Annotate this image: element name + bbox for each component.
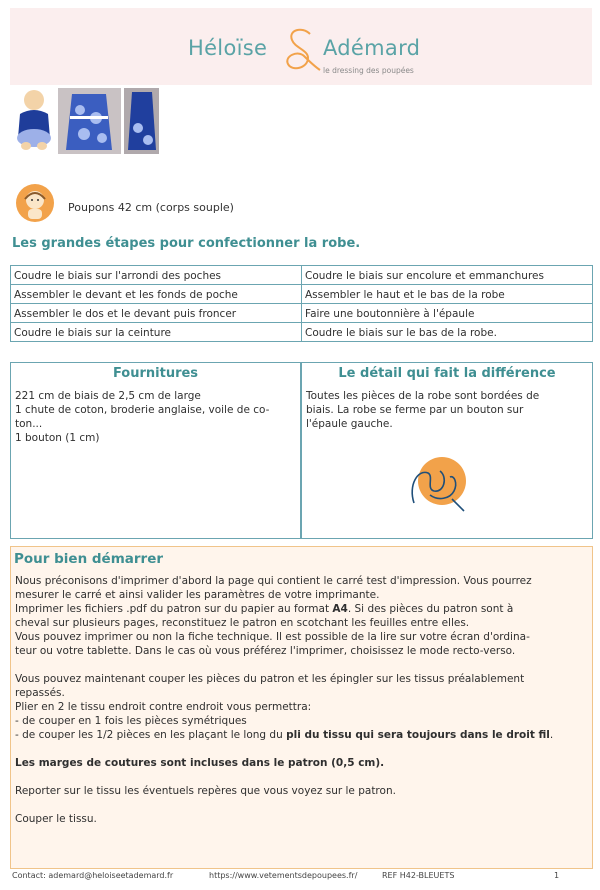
step-cell: Assembler le haut et le bas de la robe — [302, 285, 593, 304]
thumbnail-doll-front — [12, 88, 54, 154]
paragraph-line: Reporter sur le tissu les éventuels repères que vous voyez sur le patron. — [15, 785, 396, 797]
fournitures-title: Fournitures — [112, 366, 199, 381]
paragraph-text: . Si des pièces du patron sont à — [347, 603, 514, 615]
footer-reference: REF H42-BLEUETS — [382, 871, 455, 880]
step-cell: Faire une boutonnière à l'épaule — [302, 304, 593, 323]
table-row — [11, 323, 593, 342]
paragraph-text: - de couper les 1/2 pièces en les plaçant le long du — [15, 729, 287, 741]
seam-allowance-note: Les marges de coutures sont incluses dans le patron (0,5 cm). — [15, 757, 385, 769]
brand-name-left: Héloïse — [188, 36, 268, 60]
step-cell: Coudre le biais sur encolure et emmanchures — [302, 266, 593, 285]
page-number: 1 — [554, 871, 560, 880]
thumbnail-dress-flat — [58, 88, 121, 154]
getting-started-title: Pour bien démarrer — [14, 551, 164, 567]
detail-line: Toutes les pièces de la robe sont bordées de — [306, 390, 540, 402]
fournitures-box — [10, 362, 301, 539]
paragraph-line: teur ou votre tablette. Dans le cas où vous préférez l'imprimer, choisissez le mode recto-verso. — [15, 645, 516, 657]
paragraph-text: . — [549, 729, 554, 741]
footer-contact[interactable]: Contact: ademard@heloiseetademard.fr — [12, 871, 174, 880]
step-cell: Coudre le biais sur l'arrondi des poches — [11, 266, 302, 285]
step-cell: Assembler le dos et le devant puis froncer — [11, 304, 302, 323]
detail-box — [301, 362, 593, 539]
table-row — [11, 304, 593, 323]
baby-doll-icon — [15, 183, 55, 223]
section-title-steps: Les grandes étapes pour confectionner la robe. — [12, 236, 361, 251]
table-row — [11, 266, 593, 285]
paragraph-line: Couper le tissu. — [15, 813, 97, 825]
paragraph-line: Nous préconisons d'imprimer d'abord la page qui contient le carré test d'impression. Vous pourrez — [15, 575, 532, 587]
getting-started-box — [10, 546, 593, 869]
detail-line: l'épaule gauche. — [306, 418, 393, 430]
doll-size-label: Poupons 42 cm (corps souple) — [68, 201, 234, 214]
paragraph-line: Plier en 2 le tissu endroit contre endroit vous permettra: — [15, 701, 312, 713]
step-cell: Assembler le devant et les fonds de poche — [11, 285, 302, 304]
paragraph-line: Vous pouvez imprimer ou non la fiche technique. Il est possible de la lire sur votre écran d'ordina- — [15, 631, 530, 643]
thumbnail-dress-back — [124, 88, 159, 154]
detail-title: Le détail qui fait la différence — [338, 366, 556, 381]
steps-table — [10, 265, 593, 342]
fourniture-line: 1 bouton (1 cm) — [15, 432, 100, 444]
paragraph-line: cheval sur plusieurs pages, reconstituez le patron en scotchant les feuilles entre elles. — [15, 617, 470, 629]
detail-line: biais. La robe se ferme par un bouton sur — [306, 404, 524, 416]
brand-logo — [182, 26, 442, 78]
brand-tagline: le dressing des poupées — [323, 66, 414, 75]
paragraph-line: - de couper en 1 fois les pièces symétriques — [15, 715, 247, 727]
fourniture-line: ton... — [15, 418, 43, 430]
hand-sewing-icon — [404, 455, 470, 515]
brand-name-right: Adémard — [323, 36, 421, 60]
step-cell: Coudre le biais sur le bas de la robe. — [302, 323, 593, 342]
paragraph-emphasis: pli du tissu qui sera toujours dans le droit fil — [286, 729, 550, 741]
step-cell: Coudre le biais sur la ceinture — [11, 323, 302, 342]
header-banner — [10, 8, 592, 85]
paragraph-line — [15, 602, 513, 616]
paragraph-line: mesurer le carré et ainsi valider les paramètres de votre imprimante. — [15, 589, 380, 601]
paragraph-text: Imprimer les fichiers .pdf du patron sur du papier au format — [15, 603, 333, 615]
paragraph-line: Vous pouvez maintenant couper les pièces du patron et les épingler sur les tissus préalablement — [15, 673, 525, 685]
table-row — [11, 285, 593, 304]
fourniture-line: 221 cm de biais de 2,5 cm de large — [15, 390, 201, 402]
paper-format: A4 — [332, 603, 348, 615]
footer-website[interactable]: https://www.vetementsdepoupees.fr/ — [209, 871, 358, 880]
paragraph-line: repassés. — [15, 687, 65, 699]
paragraph-line — [15, 728, 553, 742]
ampersand-icon — [274, 26, 326, 76]
fourniture-line: 1 chute de coton, broderie anglaise, voile de co- — [15, 404, 270, 416]
